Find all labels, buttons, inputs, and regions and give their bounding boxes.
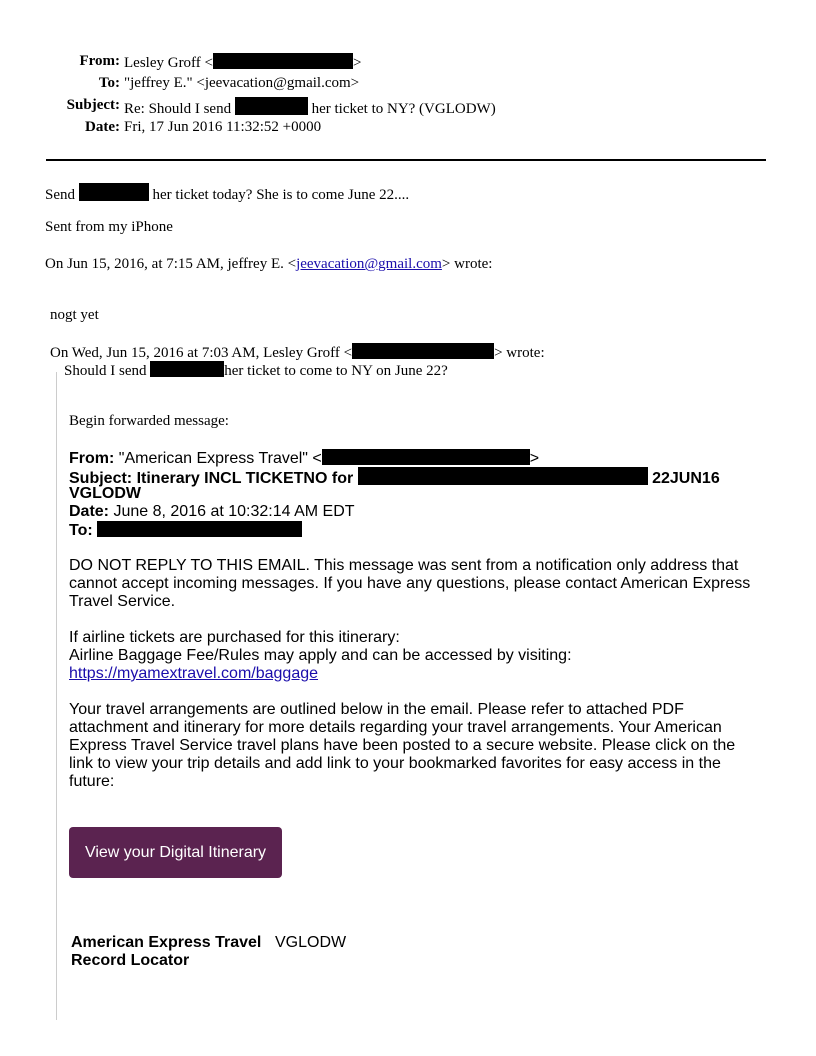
body-nogt-yet: nogt yet: [50, 307, 99, 323]
header-from-close: >: [353, 55, 362, 71]
record-locator-value: VGLODW: [275, 934, 347, 951]
fwd-from-label: From:: [69, 450, 115, 467]
body-sent-from: Sent from my iPhone: [45, 219, 173, 235]
header-from-value: Lesley Groff <: [124, 55, 213, 71]
fwd-to-label: To:: [69, 522, 93, 539]
body-quote-lesley-post: > wrote:: [494, 345, 545, 361]
fwd-subject-value: Itinerary INCL TICKETNO for: [136, 470, 354, 487]
msg-p3-l1: Your travel arrangements are outlined below in the email. Please refer to attached PDF: [69, 701, 684, 718]
redaction-box: [235, 97, 308, 115]
redaction-box: [97, 521, 302, 537]
header-to-row: [0, 75, 500, 95]
redaction-box: [322, 449, 530, 465]
header-from-label: From:: [79, 53, 120, 69]
body-quote-lesley: [50, 343, 545, 362]
fwd-date: [69, 503, 355, 521]
msg-p1-l3: Travel Service.: [69, 593, 176, 610]
begin-forwarded-label: Begin forwarded message:: [69, 413, 229, 429]
header-to-label: To:: [98, 75, 120, 91]
body-line-send-post: her ticket today? She is to come June 22....: [152, 187, 410, 203]
fwd-date-value: June 8, 2016 at 10:32:14 AM EDT: [113, 503, 355, 520]
msg-p3-l5: future:: [69, 773, 115, 790]
redaction-box: [352, 343, 494, 359]
body-quote-lesley-pre: On Wed, Jun 15, 2016 at 7:03 AM, Lesley Groff <: [50, 345, 353, 361]
redaction-box: [213, 53, 353, 69]
fwd-to: [69, 521, 302, 540]
msg-p3-l4: link to view your trip details and add link to your bookmarked favorites for easy access in the: [69, 755, 721, 772]
fwd-subject-line2: VGLODW: [69, 485, 141, 502]
fwd-subject: [69, 467, 720, 488]
header-to-value: "jeffrey E." <jeevacation@gmail.com>: [124, 75, 360, 91]
body-quote-jeffrey-pre: On Jun 15, 2016, at 7:15 AM, jeffrey E. <: [45, 256, 297, 272]
redaction-box: [358, 467, 648, 485]
header-date-value: Fri, 17 Jun 2016 11:32:52 +0000: [124, 119, 322, 135]
fwd-subject-tail: 22JUN16: [652, 470, 720, 487]
header-divider: [46, 159, 766, 161]
header-subject-row: [0, 97, 560, 117]
body-should-i-send-post: her ticket to come to NY on June 22?: [224, 363, 448, 379]
fwd-from: [69, 449, 539, 468]
body-line-send-pre: Send: [45, 187, 75, 203]
header-subject-label: Subject:: [66, 97, 120, 113]
header-date-label: Date:: [85, 119, 120, 135]
body-quote-jeffrey-post: > wrote:: [441, 256, 493, 272]
jeevacation-email-link[interactable]: jeevacation@gmail.com: [296, 256, 442, 272]
header-subject-pre: Re: Should I send: [124, 101, 232, 117]
header-subject-post: her ticket to NY? (VGLODW): [311, 101, 496, 117]
baggage-link[interactable]: https://myamextravel.com/baggage: [69, 665, 319, 682]
body-should-i-send: [64, 361, 448, 380]
body-should-i-send-pre: Should I send: [64, 363, 147, 379]
record-locator-label-l1: American Express Travel: [71, 934, 262, 951]
body-line-send: [45, 183, 409, 204]
msg-p2-l1: If airline tickets are purchased for this itinerary:: [69, 629, 400, 646]
quote-bar: [56, 372, 57, 1020]
msg-p3-l3: Express Travel Service travel plans have been posted to a secure website. Please click on the: [69, 737, 736, 754]
redaction-box: [79, 183, 149, 201]
record-locator-label: [71, 934, 261, 970]
msg-p2-l2: Airline Baggage Fee/Rules may apply and can be accessed by visiting:: [69, 647, 572, 664]
fwd-from-value: "American Express Travel" <: [118, 450, 322, 467]
fwd-from-close: >: [529, 450, 540, 467]
msg-p1-l2: cannot accept incoming messages. If you have any questions, please contact American Express: [69, 575, 751, 592]
fwd-subject-label: Subject:: [69, 470, 133, 487]
fwd-date-label: Date:: [69, 503, 110, 520]
redaction-box: [150, 361, 224, 377]
header-date-row: [0, 119, 500, 139]
msg-p3-l2: attachment and itinerary for more details regarding your travel arrangements. Your American: [69, 719, 722, 736]
msg-p1-l1: DO NOT REPLY TO THIS EMAIL. This message was sent from a notification only address that: [69, 557, 739, 574]
body-quote-jeffrey: [45, 256, 492, 273]
header-from-row: [0, 53, 500, 73]
record-locator-label-l2: Record Locator: [71, 952, 190, 969]
view-digital-itinerary-button[interactable]: View your Digital Itinerary: [69, 827, 282, 878]
